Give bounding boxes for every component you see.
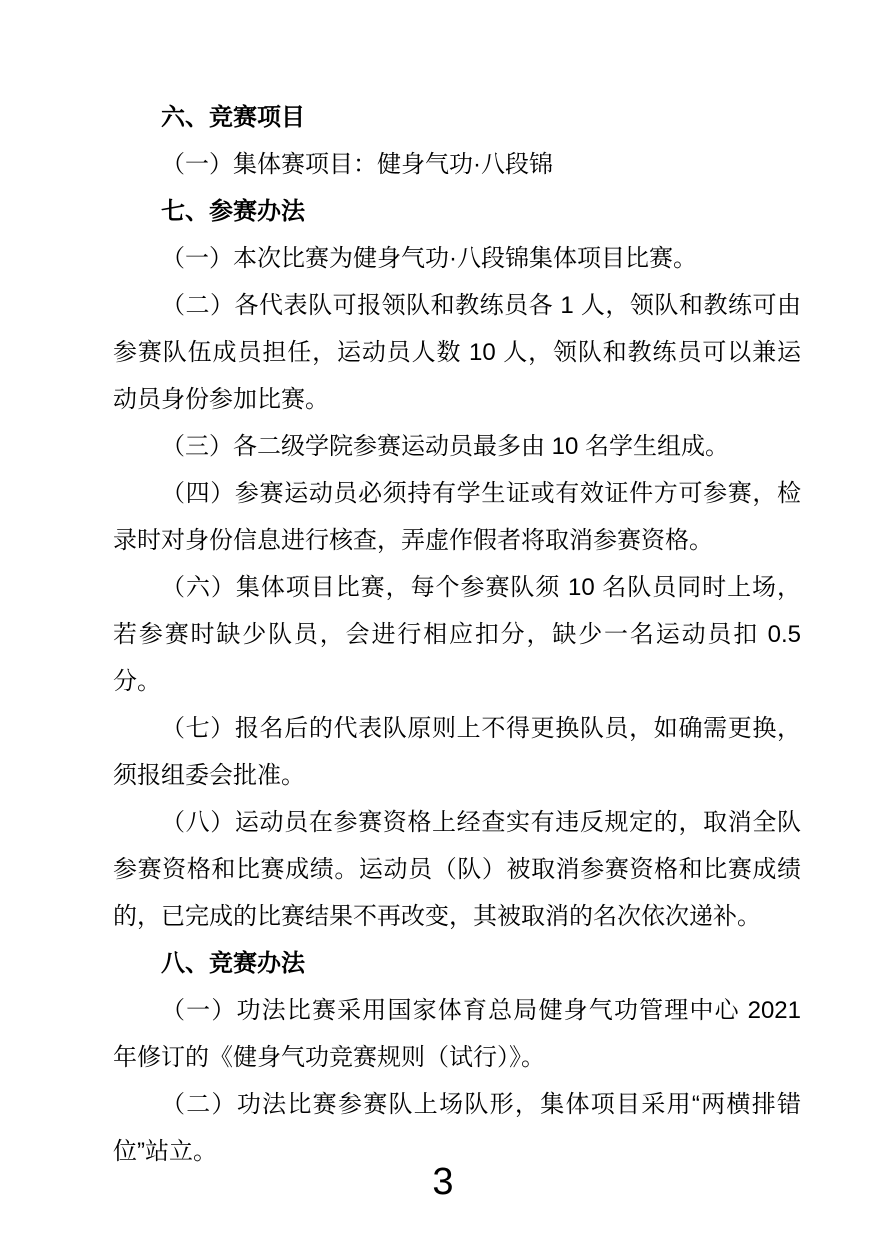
para-7-2: （二）各代表队可报领队和教练员各 1 人，领队和教练可由参赛队伍成员担任，运动员人数 10 人，领队和教练员可以兼运动员身份参加比赛。 [113, 292, 801, 413]
para-6-1: （一）集体赛项目：健身气功·八段锦 [161, 151, 553, 178]
para-7-8: （八）运动员在参赛资格上经查实有违反规定的，取消全队参赛资格和比赛成绩。运动员（队）被取消参赛资格和比赛成绩的，已完成的比赛结果不再改变，其被取消的名次依次递补。 [113, 809, 801, 930]
heading-8-competition-method: 八、竞赛办法 [161, 950, 305, 977]
para-7-6: （六）集体项目比赛，每个参赛队须 10 名队员同时上场，若参赛时缺少队员，会进行相应扣分，缺少一名运动员扣 0.5 分。 [113, 574, 801, 695]
para-7-1: （一）本次比赛为健身气功·八段锦集体项目比赛。 [161, 245, 697, 272]
heading-7-participation-rules: 七、参赛办法 [161, 198, 305, 225]
para-7-7: （七）报名后的代表队原则上不得更换队员，如确需更换，须报组委会批准。 [113, 715, 801, 789]
document-body [113, 94, 801, 1175]
heading-6-competition-events: 六、竞赛项目 [161, 104, 305, 131]
para-8-2: （二）功法比赛参赛队上场队形，集体项目采用“两横排错位”站立。 [113, 1091, 801, 1165]
para-7-4: （四）参赛运动员必须持有学生证或有效证件方可参赛，检录时对身份信息进行核查，弄虚作假者将取消参赛资格。 [113, 480, 801, 554]
page-number: 3 [432, 1161, 454, 1203]
para-7-3: （三）各二级学院参赛运动员最多由 10 名学生组成。 [161, 433, 730, 460]
para-8-1: （一）功法比赛采用国家体育总局健身气功管理中心 2021 年修订的《健身气功竞赛规则（试行）》。 [113, 997, 801, 1071]
